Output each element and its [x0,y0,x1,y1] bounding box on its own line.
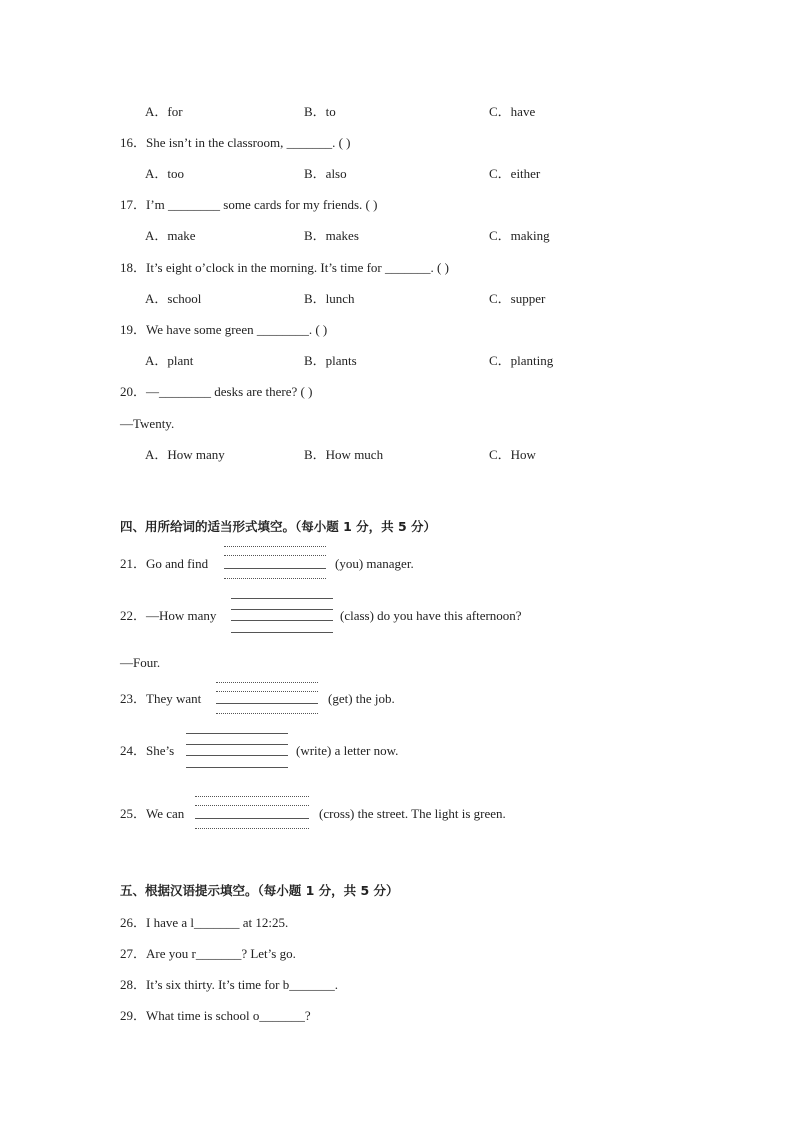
question-18: 18．It’s eight o’clock in the morning. It’s time for _______. ( ) [120,260,449,275]
option-c: C．either [489,166,541,181]
answer-blank[interactable] [231,598,333,634]
option-a: A．plant [145,353,194,368]
option-b: B．How much [304,447,384,462]
answer-line: —Four. [120,655,161,670]
option-c: C．planting [489,353,554,368]
option-c: C．making [489,228,550,243]
section-heading: 四、用所给词的适当形式填空。（每小题 1 分，共 5 分） [120,519,437,534]
question-21-hint: (you) manager. [335,556,414,571]
question-25-hint: (cross) the street. The light is green. [319,806,506,821]
question-16: 16．She isn’t in the classroom, _______. ( ) [120,135,351,150]
option-a: A．make [145,228,196,243]
option-c: C．supper [489,291,546,306]
answer-blank[interactable] [216,682,318,716]
question-21-text: 21．Go and find [120,556,209,571]
question-29: 29．What time is school o_______? [120,1008,311,1023]
answer-blank[interactable] [224,546,326,580]
section-heading: 五、根据汉语提示填空。（每小题 1 分，共 5 分） [120,883,399,898]
option-b: B．also [304,166,347,181]
question-17: 17．I’m ________ some cards for my friends. ( ) [120,197,378,212]
option-b: B．to [304,104,336,119]
option-b: B．makes [304,228,359,243]
option-c: C．have [489,104,536,119]
option-a: A．How many [145,447,225,462]
option-b: B．lunch [304,291,355,306]
answer-blank[interactable] [186,733,288,769]
question-25-text: 25．We can [120,806,185,821]
question-23-hint: (get) the job. [328,691,395,706]
question-24-text: 24．She’s [120,743,175,758]
option-b: B．plants [304,353,357,368]
question-28: 28．It’s six thirty. It’s time for b_______. [120,977,338,992]
question-23-text: 23．They want [120,691,202,706]
question-24-hint: (write) a letter now. [296,743,399,758]
question-27: 27．Are you r_______? Let’s go. [120,946,296,961]
option-a: A．too [145,166,185,181]
answer-blank[interactable] [195,796,309,830]
option-a: A．school [145,291,202,306]
answer-line: —Twenty. [120,416,175,431]
question-20: 20．—________ desks are there? ( ) [120,384,313,399]
option-a: A．for [145,104,183,119]
question-26: 26．I have a l_______ at 12:25. [120,915,289,930]
question-22-text: 22．—How many [120,608,217,623]
question-19: 19．We have some green ________. ( ) [120,322,328,337]
option-c: C．How [489,447,536,462]
question-22-hint: (class) do you have this afternoon? [340,608,522,623]
